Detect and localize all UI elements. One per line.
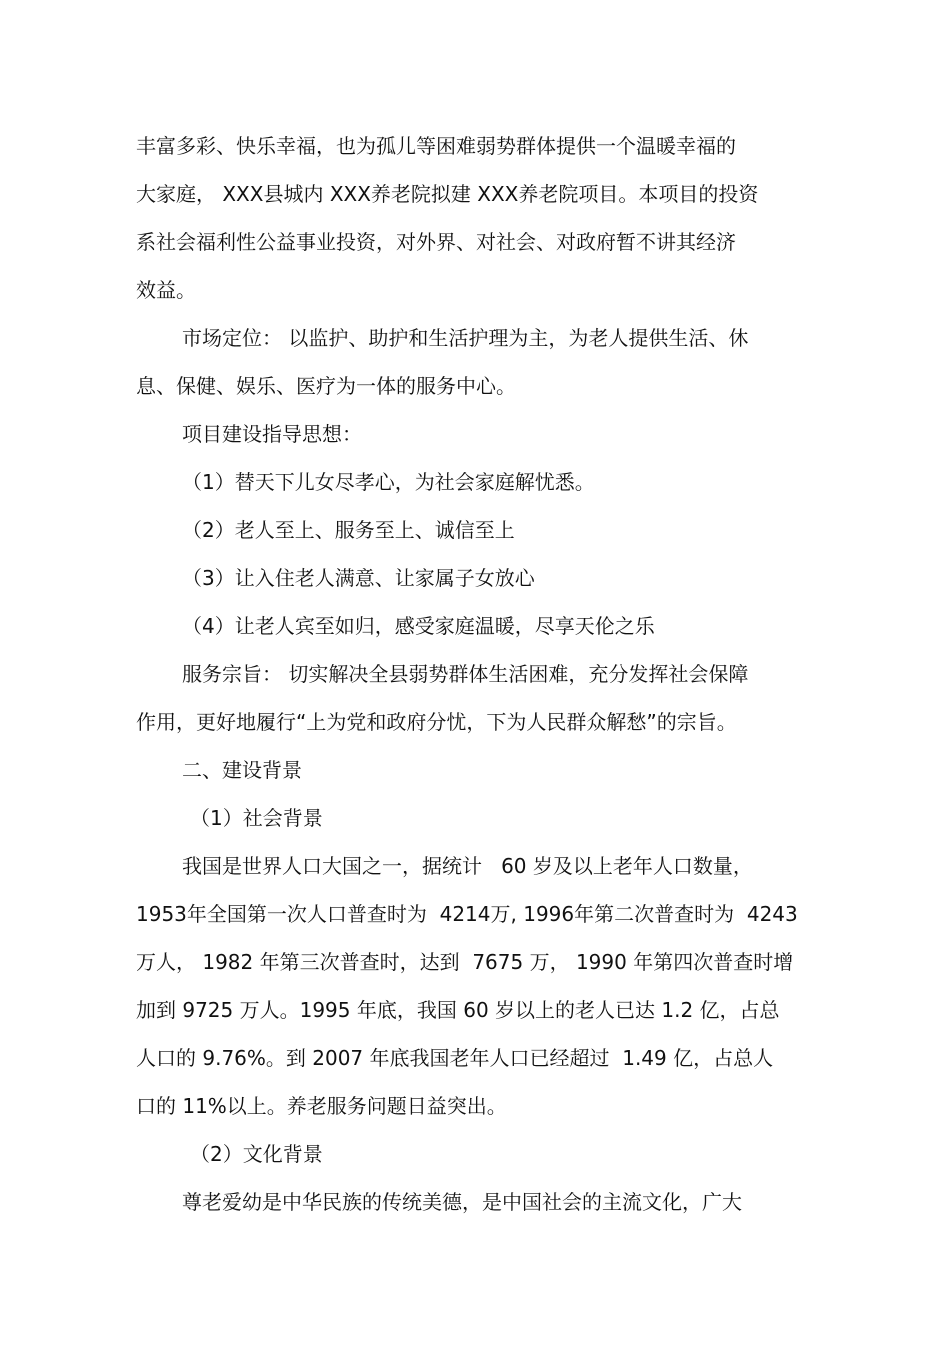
subsection-heading-social: （1）社会背景 <box>190 806 323 830</box>
paragraph-population: 我国是世界人口大国之一，据统计 60 岁及以上老年人口数量， <box>182 854 753 878</box>
section-guiding-ideas-heading: 项目建设指导思想： <box>182 422 362 446</box>
text-line: 1953年全国第一次人口普查时为 4214万, 1996年第二次普查时为 4243 <box>136 902 798 926</box>
paragraph-service-purpose: 服务宗旨： 切实解决全县弱势群体生活困难，充分发挥社会保障 <box>182 662 749 686</box>
section-heading-background: 二、建设背景 <box>182 758 302 782</box>
text-line: 息、保健、娱乐、医疗为一体的服务中心。 <box>136 374 516 398</box>
list-item: （4）让老人宾至如归，感受家庭温暖，尽享天伦之乐 <box>182 614 655 638</box>
text-line: 效益。 <box>136 278 196 302</box>
text-line: 口的 11%以上。养老服务问题日益突出。 <box>136 1094 507 1118</box>
list-item: （1）替天下儿女尽孝心，为社会家庭解忧悉。 <box>182 470 595 494</box>
subsection-heading-cultural: （2）文化背景 <box>190 1142 323 1166</box>
text-line: 丰富多彩、快乐幸福，也为孤儿等困难弱势群体提供一个温暖幸福的 <box>136 134 736 158</box>
list-item: （2）老人至上、服务至上、诚信至上 <box>182 518 515 542</box>
paragraph-culture: 尊老爱幼是中华民族的传统美德，是中国社会的主流文化，广大 <box>182 1190 742 1214</box>
paragraph-market-positioning: 市场定位： 以监护、助护和生活护理为主，为老人提供生活、休 <box>182 326 749 350</box>
text-line: 加到 9725 万人。1995 年底，我国 60 岁以上的老人已达 1.2 亿，占总 <box>136 998 780 1022</box>
text-line: 人口的 9.76%。到 2007 年底我国老年人口已经超过 1.49 亿，占总人 <box>136 1046 774 1070</box>
text-line: 系社会福利性公益事业投资，对外界、对社会、对政府暂不讲其经济 <box>136 230 736 254</box>
text-line: 大家庭， XXX县城内 XXX养老院拟建 XXX养老院项目。本项目的投资 <box>136 182 759 206</box>
list-item: （3）让入住老人满意、让家属子女放心 <box>182 566 535 590</box>
text-line: 作用，更好地履行“上为党和政府分忧，下为人民群众解愁”的宗旨。 <box>136 710 737 734</box>
text-line: 万人， 1982 年第三次普查时，达到 7675 万， 1990 年第四次普查时增 <box>136 950 794 974</box>
